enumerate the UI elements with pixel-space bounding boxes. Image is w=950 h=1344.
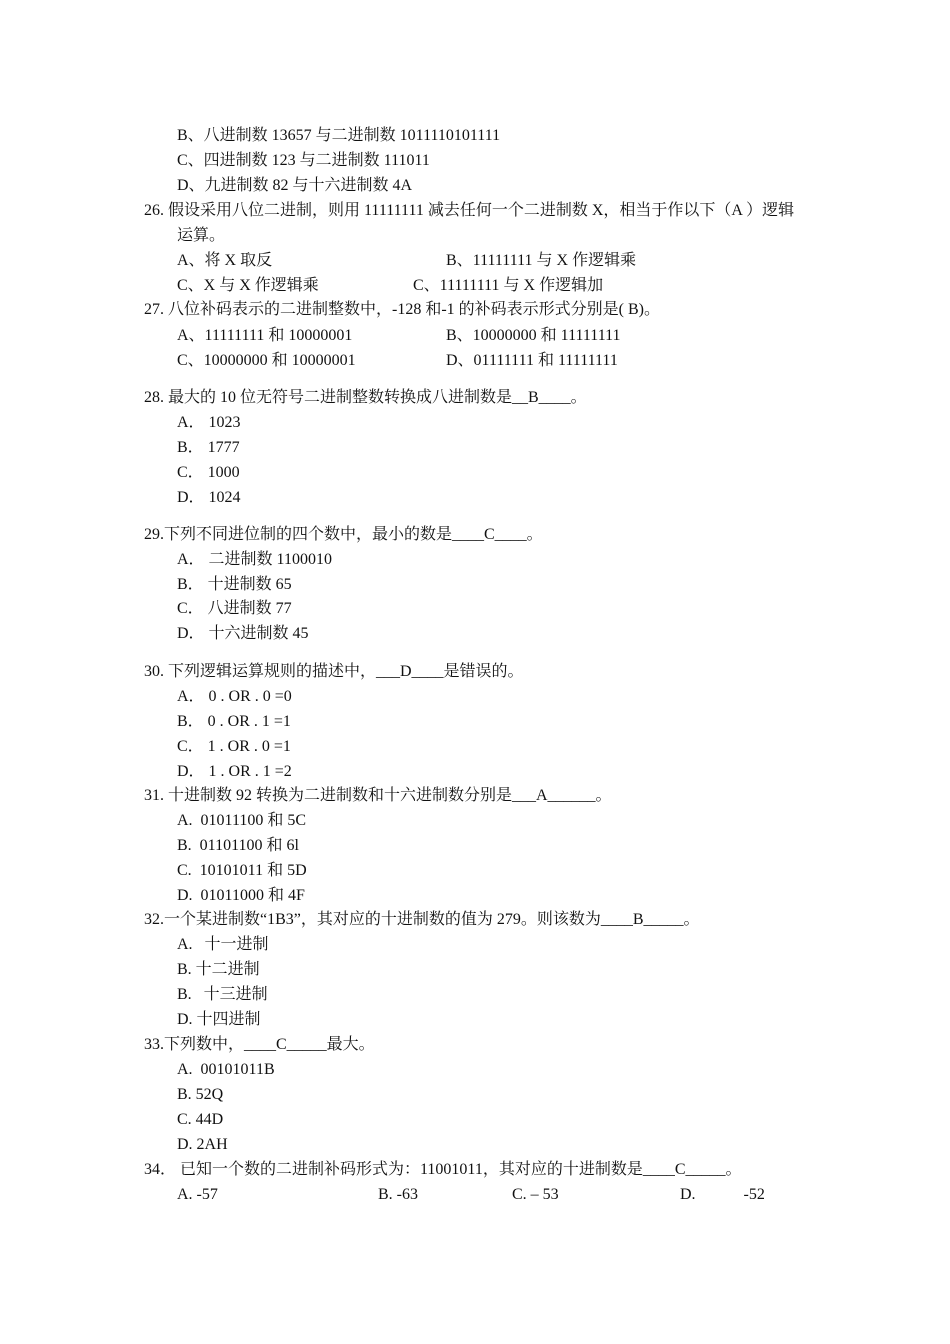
question-33: 33.下列数中，____C_____最大。: [144, 1036, 375, 1053]
question-32: 32.一个某进制数“1B3”，其对应的十进制数的值为 279。则该数为____B_____。: [144, 911, 700, 928]
option-32-a: A. 十一进制: [177, 936, 269, 953]
option-33-b: B. 52Q: [177, 1086, 224, 1103]
option-prev-b: B、八进制数 13657 与二进制数 1011110101111: [177, 127, 501, 144]
option-33-a: A. 00101011B: [177, 1061, 275, 1078]
option-26-d: C、11111111 与 X 作逻辑加: [413, 277, 604, 294]
option-32-d: D. 十四进制: [177, 1011, 261, 1028]
option-28-d: D． 1024: [177, 489, 241, 506]
question-26: 26. 假设采用八位二进制，则用 11111111 减去任何一个二进制数 X，相当于作以下（A ）逻辑: [144, 202, 795, 219]
option-34-d: D. -52: [680, 1186, 765, 1203]
option-34-a: A. -57: [177, 1186, 218, 1203]
option-34-b: B. -63: [378, 1186, 418, 1203]
question-34: 34． 已知一个数的二进制补码形式为：11001011，其对应的十进制数是____C_____。: [144, 1161, 742, 1178]
option-27-a: A、11111111 和 10000001: [177, 327, 353, 344]
option-29-b: B． 十进制数 65: [177, 576, 292, 593]
option-26-a: A、将 X 取反: [177, 252, 273, 269]
option-29-c: C． 八进制数 77: [177, 600, 292, 617]
option-30-c: C． 1 . OR . 0 =1: [177, 738, 291, 755]
option-32-b: B. 十二进制: [177, 961, 260, 978]
option-28-c: C． 1000: [177, 464, 240, 481]
question-28: 28. 最大的 10 位无符号二进制整数转换成八进制数是__B____。: [144, 389, 587, 406]
option-26-b: B、11111111 与 X 作逻辑乘: [446, 252, 637, 269]
option-prev-c: C、四进制数 123 与二进制数 111011: [177, 152, 430, 169]
option-27-b: B、10000000 和 11111111: [446, 327, 621, 344]
option-29-d: D． 十六进制数 45: [177, 625, 309, 642]
question-31: 31. 十进制数 92 转换为二进制数和十六进制数分别是___A______。: [144, 787, 612, 804]
option-prev-d: D、九进制数 82 与十六进制数 4A: [177, 177, 413, 194]
option-30-a: A． 0 . OR . 0 =0: [177, 688, 292, 705]
option-28-b: B． 1777: [177, 439, 240, 456]
option-34-c: C. – 53: [512, 1186, 559, 1203]
option-31-a: A. 01011100 和 5C: [177, 812, 307, 829]
option-27-c: C、10000000 和 10000001: [177, 352, 356, 369]
option-31-c: C. 10101011 和 5D: [177, 862, 307, 879]
option-29-a: A． 二进制数 1100010: [177, 551, 332, 568]
option-33-c: C. 44D: [177, 1111, 224, 1128]
option-31-d: D. 01011000 和 4F: [177, 887, 305, 904]
option-31-b: B. 01101100 和 6l: [177, 837, 299, 854]
option-30-b: B． 0 . OR . 1 =1: [177, 713, 291, 730]
question-27: 27. 八位补码表示的二进制整数中，-128 和-1 的补码表示形式分别是( B)。: [144, 301, 660, 318]
option-27-d: D、01111111 和 11111111: [446, 352, 618, 369]
option-28-a: A． 1023: [177, 414, 241, 431]
question-26-cont: 运算。: [177, 227, 226, 244]
option-32-c: B. 十三进制: [177, 986, 268, 1003]
option-33-d: D. 2AH: [177, 1136, 228, 1153]
question-29: 29.下列不同进位制的四个数中，最小的数是____C____。: [144, 526, 543, 543]
option-30-d: D． 1 . OR . 1 =2: [177, 763, 292, 780]
option-26-c: C、X 与 X 作逻辑乘: [177, 277, 319, 294]
question-30: 30. 下列逻辑运算规则的描述中，___D____是错误的。: [144, 663, 524, 680]
